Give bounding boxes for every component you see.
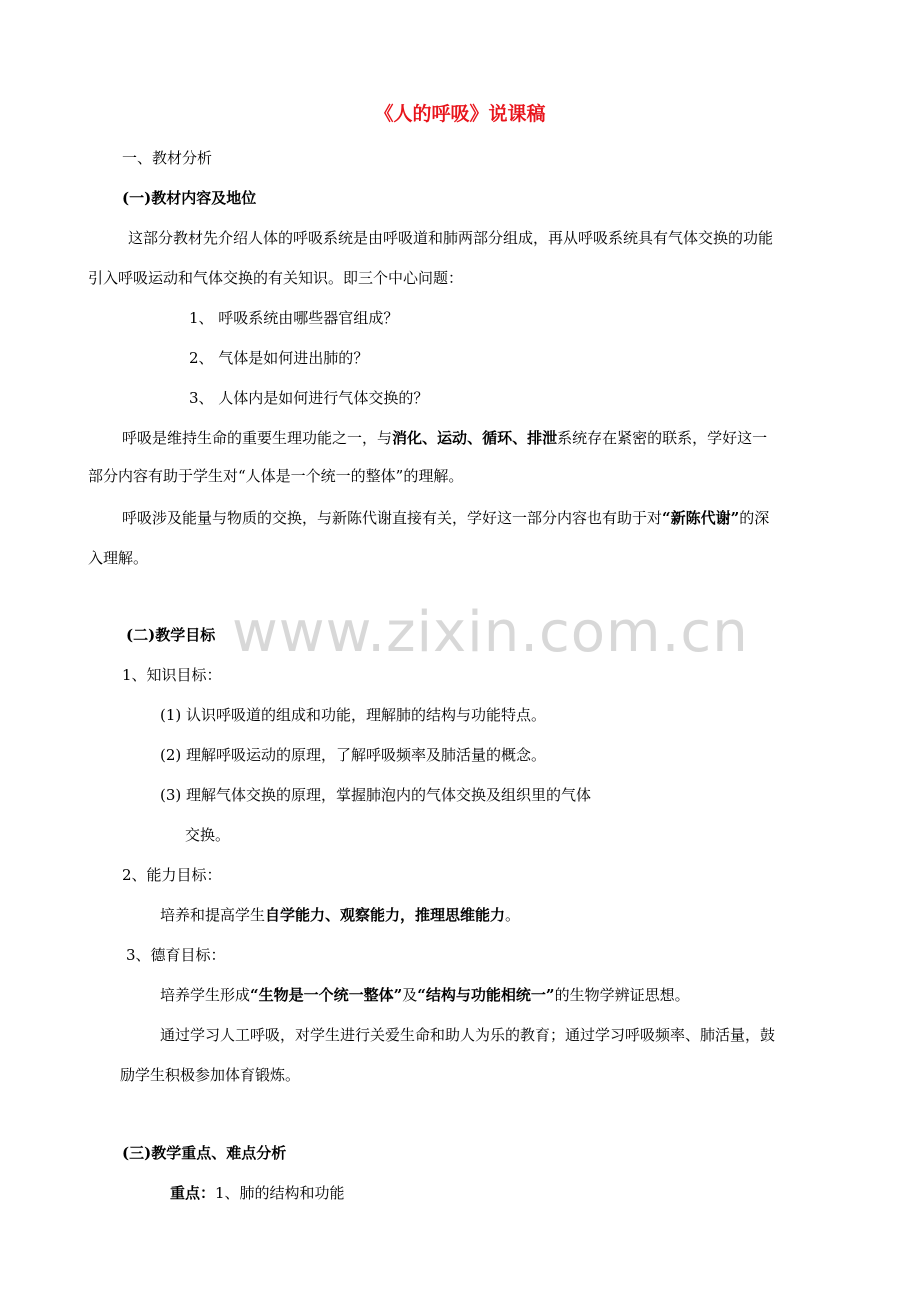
text-run: 培养和提高学生 [160,906,266,924]
paragraph-line: 入理解。 [88,549,149,567]
paragraph-line: 励学生积极参加体育锻炼。 [120,1066,301,1084]
paragraph-line: 部分内容有助于学生对“人体是一个统一的整体”的理解。 [88,467,464,485]
paragraph-line [122,508,769,528]
goal-item-continuation: 交换。 [185,826,231,844]
subsection-heading-1: (一)教材内容及地位 [122,189,257,207]
text-run: 的生物学辨证思想。 [554,986,690,1004]
subsection-heading-3: (三)教学重点、难点分析 [122,1144,287,1162]
bold-term: 自学能力、观察能力，推理思维能力 [265,906,506,924]
goal-item: (3) 理解气体交换的原理，掌握肺泡内的气体交换及组织里的气体 [160,786,592,804]
text-run: 呼吸是维持生命的重要生理功能之一，与 [122,429,393,447]
goal-item: (1) 认识呼吸道的组成和功能，理解肺的结构与功能特点。 [160,706,547,724]
bold-term: “结构与功能相统一” [417,986,555,1004]
bold-term: 循环 [482,429,513,447]
separator: 、 [467,429,483,447]
bold-term: 运动 [437,429,468,447]
ability-goal-text [160,905,520,925]
text-run: 呼吸涉及能量与物质的交换，与新陈代谢直接有关，学好这一部分内容也有助于对 [122,509,663,527]
goal-heading-knowledge: 1、知识目标： [122,666,222,684]
bold-term: “生物是一个统一整体” [250,986,403,1004]
key-point-text: 1、肺的结构和功能 [215,1184,345,1202]
goal-heading-ability: 2、能力目标： [122,866,222,884]
separator: 、 [512,429,528,447]
text-run: 。 [505,906,521,924]
bold-term: 排泄 [527,429,558,447]
section-heading-1: 一、教材分析 [122,149,213,167]
text-run: 的深 [739,509,770,527]
bold-term: 消化 [392,429,423,447]
subsection-heading-2: (二)教学目标 [126,626,216,644]
paragraph-line [122,428,767,448]
separator: 、 [422,429,438,447]
goal-item: (2) 理解呼吸运动的原理，了解呼吸频率及肺活量的概念。 [160,746,547,764]
bold-term: “新陈代谢” [662,509,740,527]
intro-line-2: 引入呼吸运动和气体交换的有关知识。即三个中心问题： [88,269,464,287]
key-point-line [170,1183,345,1203]
text-run: 系统存在紧密的联系，学好这一 [557,429,768,447]
document-title: 《人的呼吸》说课稿 [374,103,546,125]
moral-goal-text [160,985,690,1005]
goal-heading-moral: 3、德育目标： [126,946,226,964]
intro-line-1: 这部分教材先介绍人体的呼吸系统是由呼吸道和肺两部分组成，再从呼吸系统具有气体交换的功能 [128,229,774,247]
question-item: 2、 气体是如何进出肺的？ [189,349,369,367]
text-run: 培养学生形成 [160,986,251,1004]
question-item: 1、 呼吸系统由哪些器官组成？ [189,309,399,327]
text-run: 及 [402,986,418,1004]
paragraph-line: 通过学习人工呼吸，对学生进行关爱生命和助人为乐的教育；通过学习呼吸频率、肺活量，鼓 [160,1026,776,1044]
question-item: 3、 人体内是如何进行气体交换的？ [189,389,429,407]
watermark: www.zixin.com.cn [232,600,749,665]
key-point-label: 重点： [170,1184,216,1202]
